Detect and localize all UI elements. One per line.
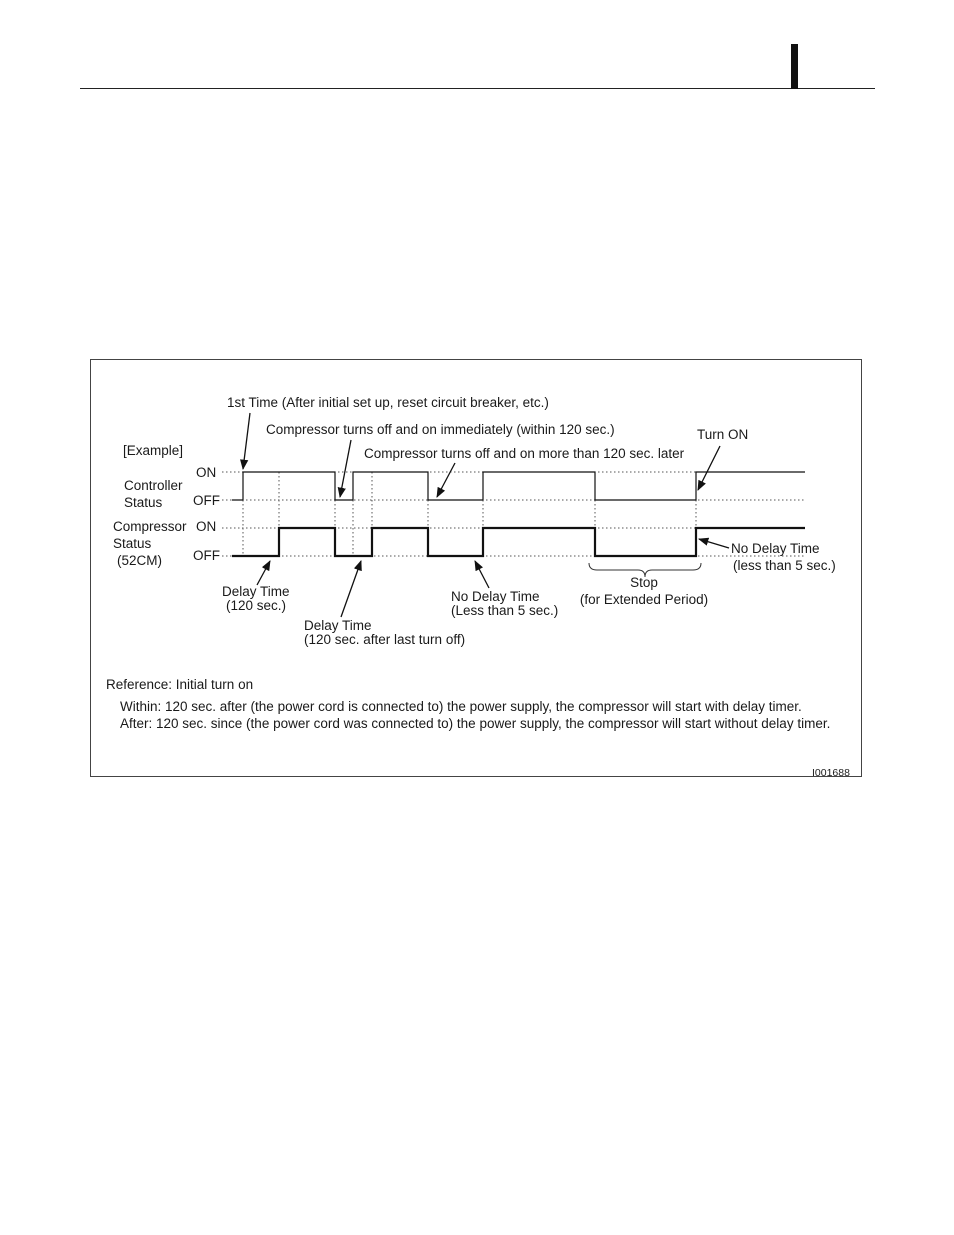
turn-on-annotation: Turn ON bbox=[697, 427, 749, 442]
compressor-status-waveform bbox=[232, 528, 805, 556]
compressor-label-line1: Compressor bbox=[113, 519, 187, 534]
reference-gridlines bbox=[222, 472, 805, 556]
controller-off-label: OFF bbox=[193, 493, 220, 508]
delay-time-1-arrow bbox=[257, 561, 270, 585]
compressor-off-label: OFF bbox=[193, 548, 220, 563]
reference-after: After: 120 sec. since (the power cord was connected to) the power supply, the compressor will start without delay timer. bbox=[120, 716, 831, 731]
no-delay-2-arrow bbox=[699, 539, 729, 548]
immediate-annotation: Compressor turns off and on immediately (within 120 sec.) bbox=[266, 422, 615, 437]
delay-time-2-arrow bbox=[341, 561, 361, 617]
stop-line2: (for Extended Period) bbox=[579, 592, 709, 607]
example-label: [Example] bbox=[123, 443, 184, 458]
turn-on-arrow bbox=[698, 446, 720, 490]
immediate-arrow bbox=[340, 440, 351, 497]
first-time-annotation: 1st Time (After initial set up, reset circuit breaker, etc.) bbox=[227, 395, 549, 410]
compressor-label-line2: Status bbox=[113, 536, 152, 551]
no-delay-1-arrow bbox=[475, 561, 489, 588]
no-delay-2-line1: No Delay Time bbox=[731, 541, 820, 556]
controller-on-label: ON bbox=[196, 465, 217, 480]
reference-within: Within: 120 sec. after (the power cord is connected to) the power supply, the compressor will start with delay timer. bbox=[120, 699, 802, 714]
no-delay-2-line2: (less than 5 sec.) bbox=[733, 558, 836, 573]
first-time-arrow bbox=[243, 413, 250, 469]
no-delay-1-line1: No Delay Time bbox=[451, 589, 540, 604]
compressor-label-line3: (52CM) bbox=[117, 553, 163, 568]
transition-guides bbox=[243, 472, 696, 556]
delay-time-1-line2: (120 sec.) bbox=[226, 598, 287, 613]
delay-time-2-line1: Delay Time bbox=[304, 618, 372, 633]
stop-line1: Stop bbox=[630, 575, 658, 590]
compressor-on-label: ON bbox=[196, 519, 217, 534]
controller-label-line1: Controller bbox=[124, 478, 183, 493]
reference-title: Reference: Initial turn on bbox=[106, 677, 254, 692]
figure-id: I001688 bbox=[812, 767, 850, 779]
later-annotation: Compressor turns off and on more than 120 sec. later bbox=[364, 446, 685, 461]
controller-status-waveform bbox=[232, 472, 805, 500]
no-delay-1-line2: (Less than 5 sec.) bbox=[451, 603, 559, 618]
controller-label-line2: Status bbox=[124, 495, 163, 510]
delay-time-1-line1: Delay Time bbox=[222, 584, 290, 599]
delay-time-2-line2: (120 sec. after last turn off) bbox=[304, 632, 466, 647]
later-arrow bbox=[437, 463, 455, 497]
